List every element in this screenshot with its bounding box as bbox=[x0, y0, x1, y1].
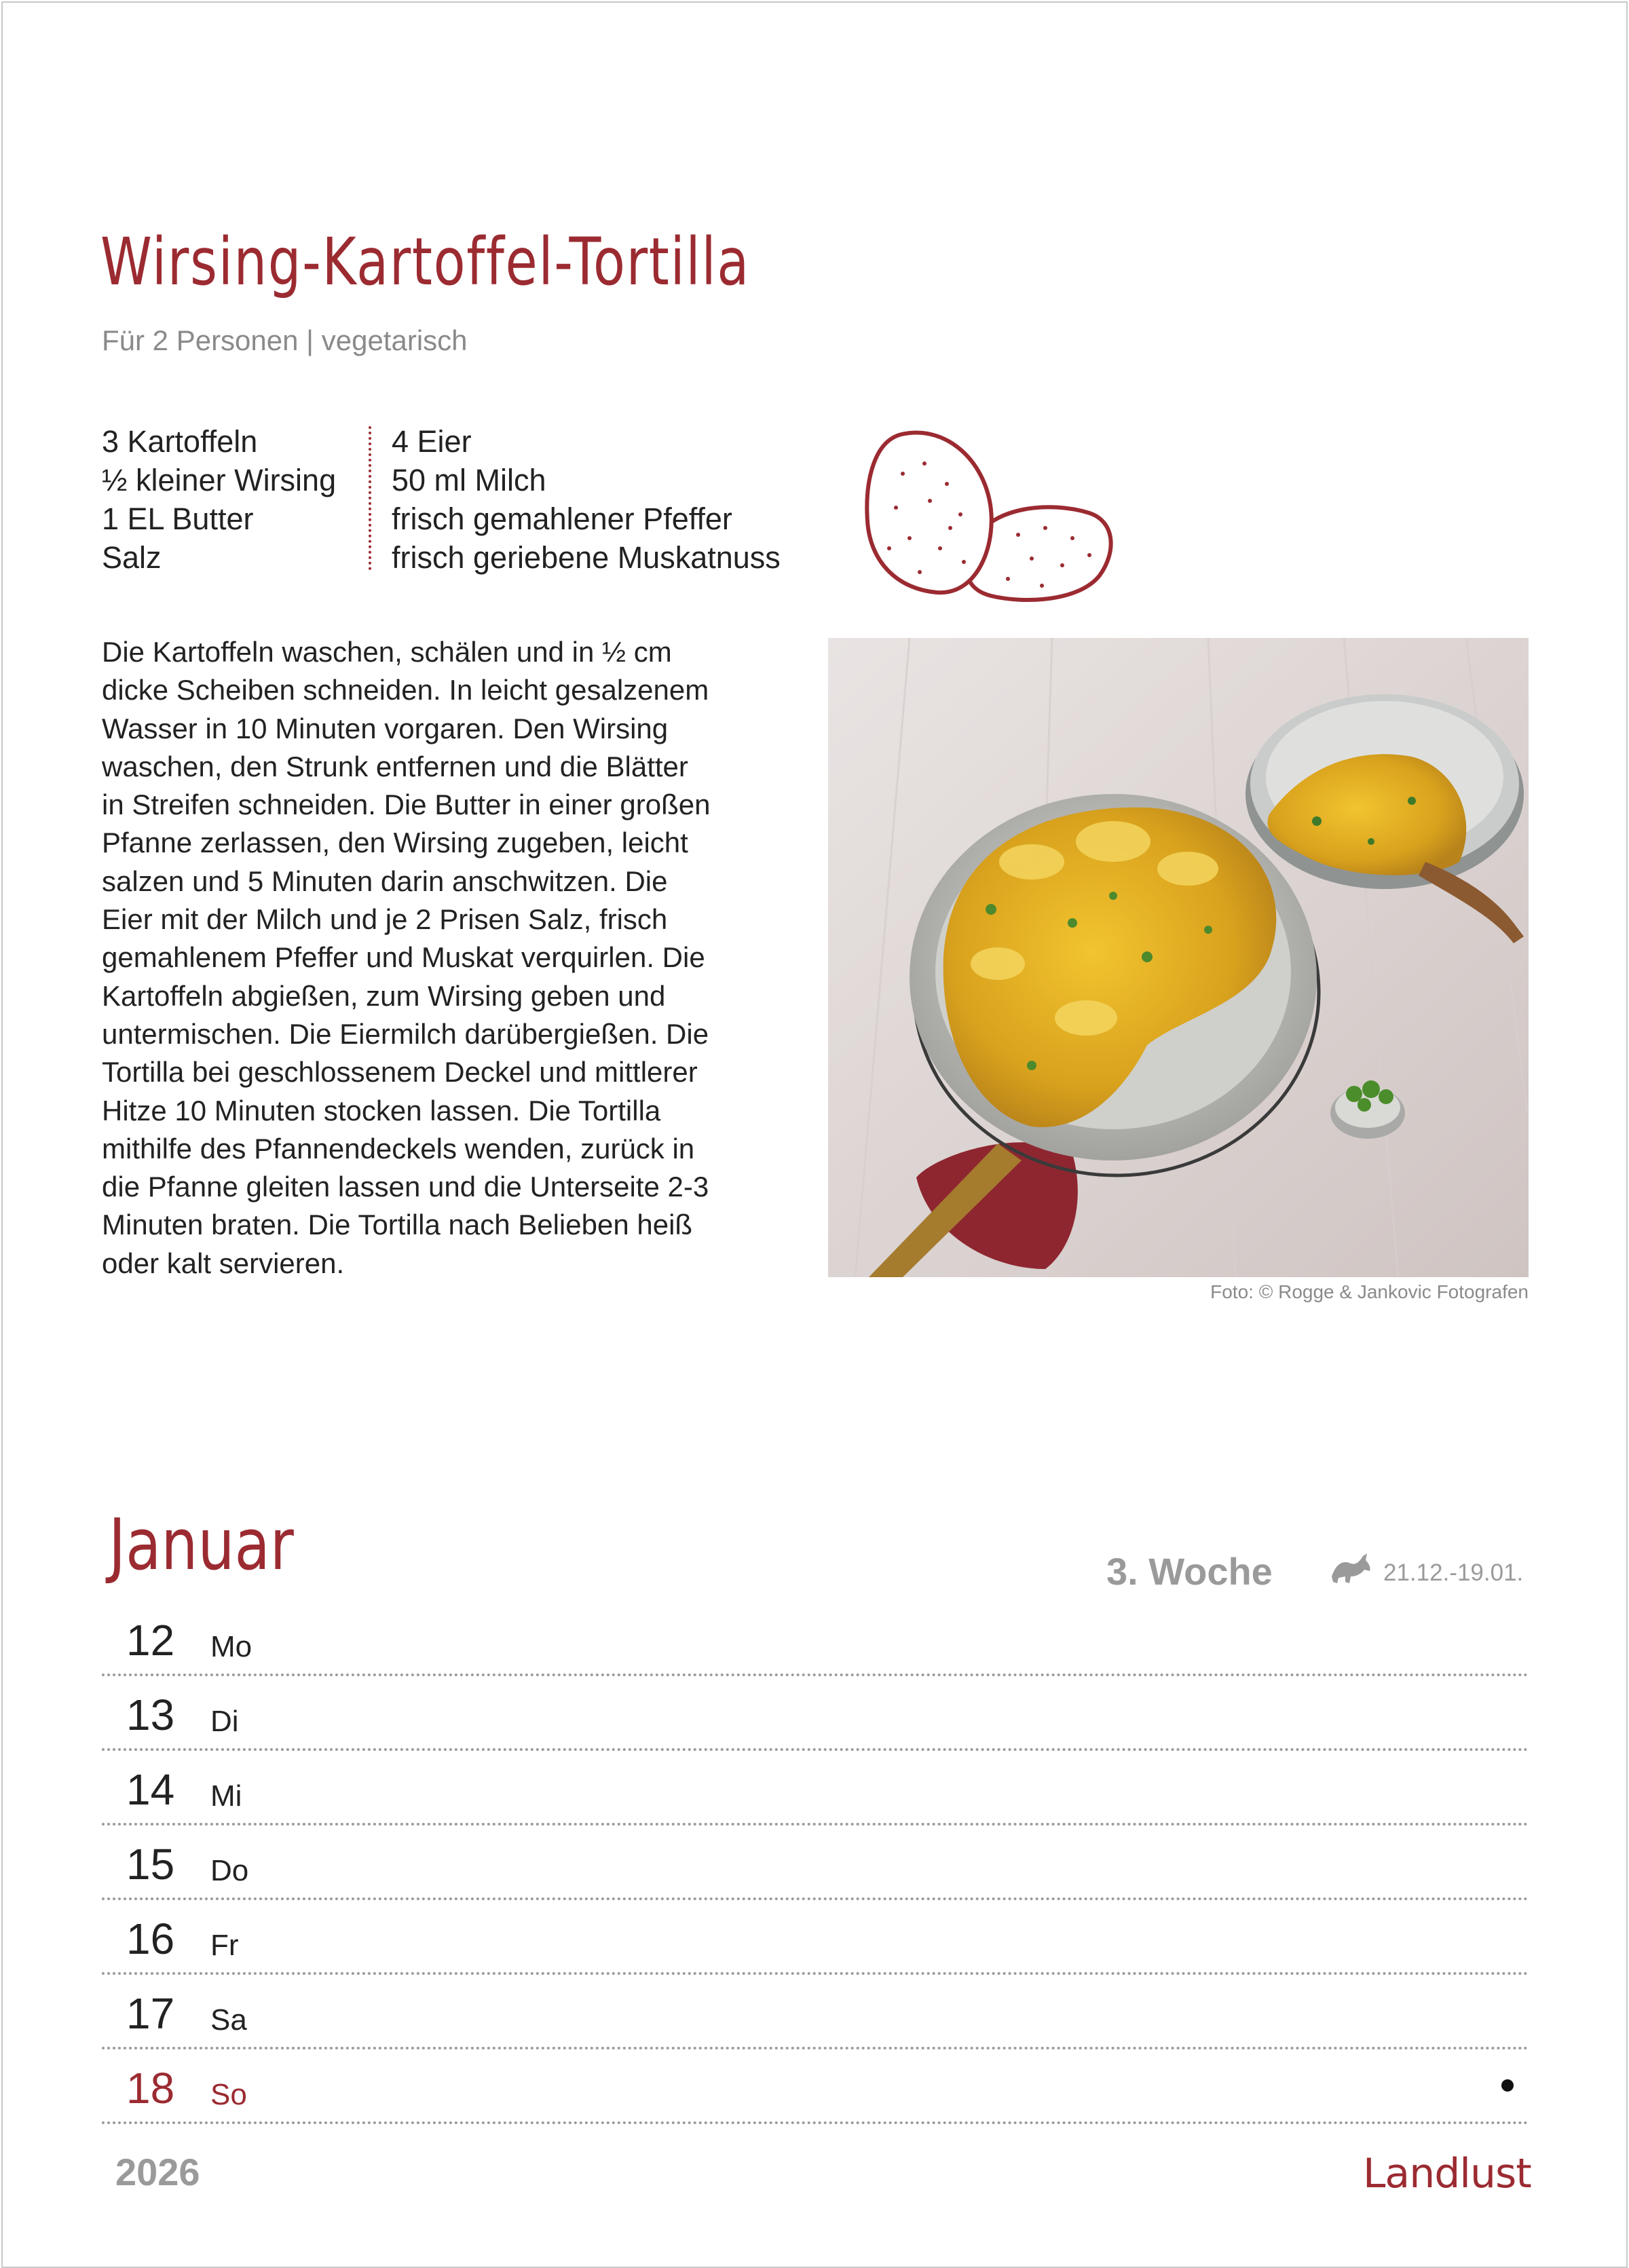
recipe-subtitle: Für 2 Personen | vegetarisch bbox=[102, 324, 468, 356]
ingredient-item: frisch geriebene Muskatnuss bbox=[392, 540, 781, 575]
month-title: Januar bbox=[109, 1503, 294, 1586]
week-label: 3. Woche bbox=[1106, 1550, 1273, 1593]
photo-credit: Foto: © Rogge & Jankovic Fotografen bbox=[1210, 1281, 1529, 1302]
day-row-tuesday bbox=[102, 1676, 1529, 1751]
instruction-line: die Pfanne gleiten lassen und die Unterseite 2-3 bbox=[102, 1171, 709, 1203]
instruction-line: untermischen. Die Eiermilch darübergießen. Die bbox=[102, 1017, 709, 1050]
capricorn-icon bbox=[1329, 1551, 1374, 1586]
day-number: 17 bbox=[126, 1989, 175, 2038]
instruction-line: Pfanne zerlassen, den Wirsing zugeben, leicht bbox=[102, 827, 688, 859]
ingredient-item: frisch gemahlener Pfeffer bbox=[392, 502, 732, 536]
day-number: 18 bbox=[126, 2064, 175, 2113]
day-row-sunday bbox=[102, 2049, 1529, 2124]
ingredients-right-list bbox=[392, 422, 781, 577]
instruction-line: Tortilla bei geschlossenem Deckel und mittlerer bbox=[102, 1056, 698, 1089]
day-name: Do bbox=[210, 1854, 249, 1887]
day-number: 14 bbox=[126, 1765, 175, 1814]
instruction-line: Minuten braten. Die Tortilla nach Belieben heiß bbox=[102, 1209, 693, 1241]
day-row-wednesday bbox=[102, 1751, 1529, 1826]
recipe-title: Wirsing-Kartoffel-Tortilla bbox=[100, 224, 750, 300]
instruction-line: mithilfe des Pfannendeckels wenden, zurück in bbox=[102, 1132, 695, 1165]
ingredient-item: Salz bbox=[102, 540, 162, 575]
instruction-line: gemahlenem Pfeffer und Muskat verquirlen. Die bbox=[102, 941, 705, 974]
ingredient-item: 3 Kartoffeln bbox=[102, 424, 258, 459]
moon-phase-dot bbox=[1501, 2079, 1514, 2092]
tortilla-photo bbox=[828, 638, 1529, 1277]
instruction-line: Eier mit der Milch und je 2 Prisen Salz, frisch bbox=[102, 903, 668, 936]
day-name: Mi bbox=[210, 1779, 242, 1813]
day-row-friday bbox=[102, 1900, 1529, 1975]
day-name: Sa bbox=[210, 2003, 247, 2037]
instruction-line: in Streifen schneiden. Die Butter in einer großen bbox=[102, 789, 711, 821]
instruction-line: dicke Scheiben schneiden. In leicht gesalzenem bbox=[102, 674, 709, 706]
potato-illustration bbox=[862, 426, 1120, 609]
day-name: Mo bbox=[210, 1630, 252, 1663]
day-number: 13 bbox=[126, 1690, 175, 1739]
brand-logo: Landlust bbox=[1363, 2150, 1531, 2197]
day-number: 12 bbox=[126, 1616, 175, 1665]
instruction-line: oder kalt servieren. bbox=[102, 1247, 345, 1279]
day-number: 16 bbox=[126, 1914, 175, 1963]
ingredient-item: 50 ml Milch bbox=[392, 463, 546, 497]
week-day-list bbox=[102, 1602, 1529, 2124]
day-name: Fr bbox=[210, 1929, 239, 1962]
calendar-year: 2026 bbox=[115, 2151, 200, 2193]
ingredients-left-list bbox=[102, 422, 336, 577]
day-name: So bbox=[210, 2078, 247, 2111]
instruction-line: waschen, den Strunk entfernen und die Blätter bbox=[102, 750, 688, 782]
instruction-line: salzen und 5 Minuten darin anschwitzen. Die bbox=[102, 865, 668, 897]
day-row-thursday bbox=[102, 1826, 1529, 1900]
ingredient-item: ½ kleiner Wirsing bbox=[102, 463, 337, 497]
day-row-saturday bbox=[102, 1975, 1529, 2049]
ingredient-item: 1 EL Butter bbox=[102, 502, 254, 536]
recipe-instructions bbox=[102, 633, 767, 1283]
day-number: 15 bbox=[126, 1840, 175, 1889]
instruction-line: Kartoffeln abgießen, zum Wirsing geben und bbox=[102, 979, 666, 1012]
zodiac-date-range: 21.12.-19.01. bbox=[1383, 1560, 1524, 1586]
ingredient-item: 4 Eier bbox=[392, 424, 472, 459]
day-name: Di bbox=[210, 1705, 239, 1738]
instruction-line: Hitze 10 Minuten stocken lassen. Die Tortilla bbox=[102, 1094, 661, 1127]
instruction-line: Die Kartoffeln waschen, schälen und in ½ cm bbox=[102, 636, 672, 668]
day-row-monday bbox=[102, 1602, 1529, 1676]
ingredients-divider bbox=[369, 426, 371, 570]
instruction-line: Wasser in 10 Minuten vorgaren. Den Wirsing bbox=[102, 712, 669, 744]
